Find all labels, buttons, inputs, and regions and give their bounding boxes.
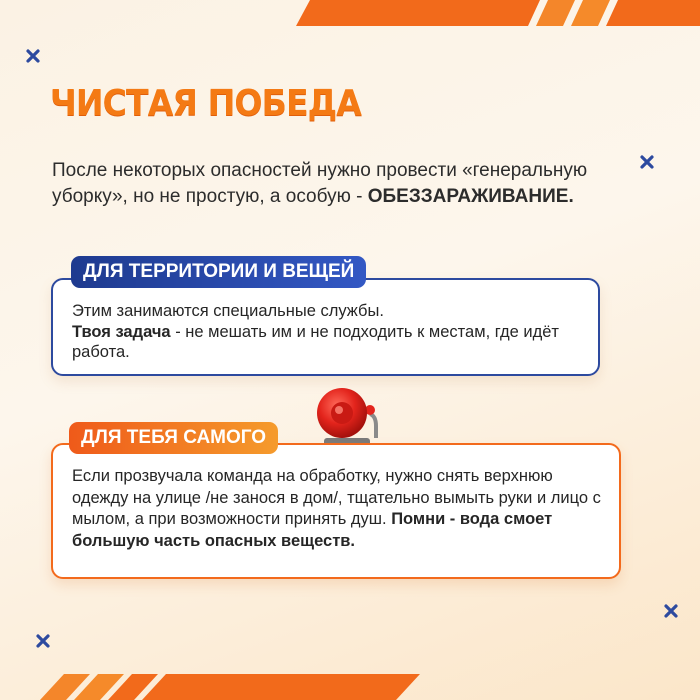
self-card-text: [72, 466, 605, 552]
page-title: ЧИСТАЯ ПОБЕДА: [50, 83, 361, 124]
self-tag: ДЛЯ ТЕБЯ САМОГО: [69, 422, 278, 454]
intro-paragraph: [52, 158, 612, 210]
cross-icon: [26, 49, 40, 63]
cross-icon: [640, 155, 654, 169]
bottom-stripe-decoration: [0, 674, 700, 700]
self-bold: Помни - вода смоет большую часть опасных веществ.: [72, 510, 553, 550]
intro-bold: ОБЕЗЗАРАЖИВАНИЕ.: [367, 186, 574, 207]
cross-icon: [36, 634, 50, 648]
cross-icon: [664, 604, 678, 618]
territory-tag: ДЛЯ ТЕРРИТОРИИ И ВЕЩЕЙ: [71, 256, 366, 288]
top-stripe-decoration: [0, 0, 700, 26]
territory-line2: - не мешать им и не подходить к местам, где идёт работа.: [72, 322, 559, 361]
intro-text: После некоторых опасностей нужно провести «генеральную уборку», но не простую, а особую -: [52, 160, 588, 207]
territory-task-label: Твоя задача: [72, 322, 171, 341]
territory-line1: Этим занимаются специальные службы.: [72, 302, 384, 320]
territory-card-text: [72, 301, 584, 363]
self-text: Если прозвучала команда на обработку, нужно снять верхнюю одежду на улице /не занося в дом/, тщательно вымыть руки и лицо с мылом, а при возможности принять душ.: [72, 467, 601, 528]
alarm-bell-icon: [310, 386, 382, 448]
territory-card: [51, 278, 600, 376]
self-card: [51, 443, 621, 579]
